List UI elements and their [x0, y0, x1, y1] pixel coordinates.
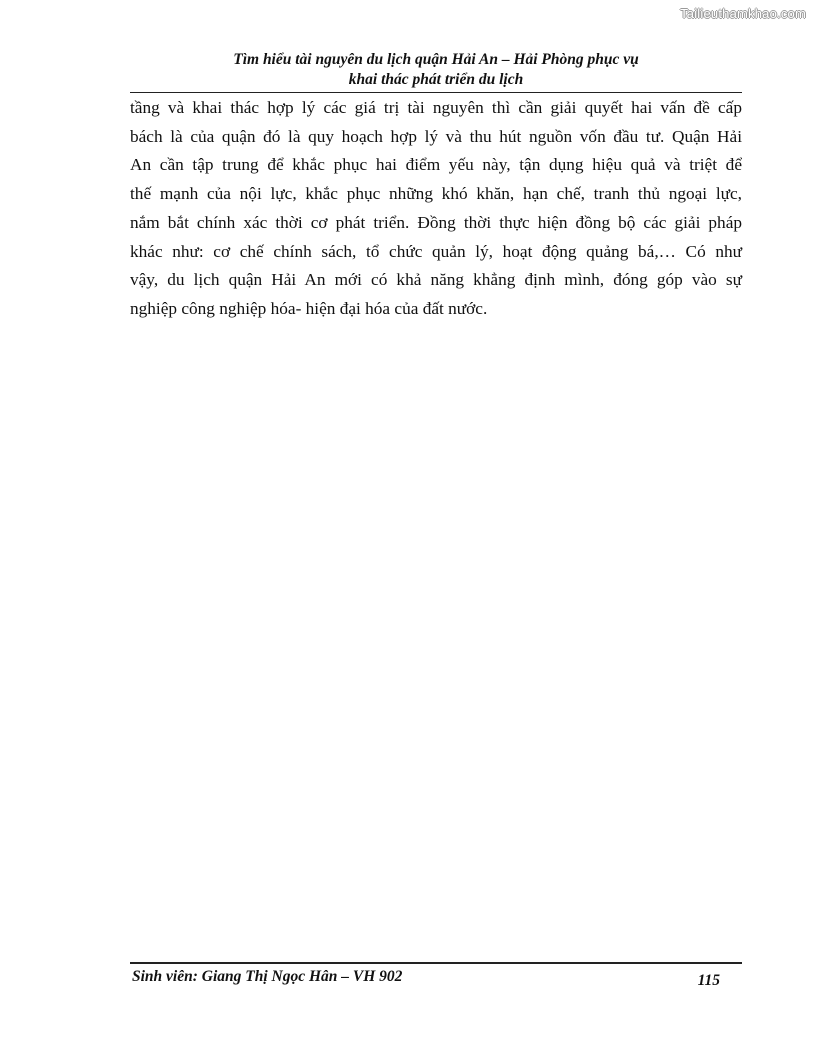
header-title-line-2: khai thác phát triển du lịch [348, 71, 524, 88]
body-line: bách là của quận đó là quy hoạch hợp lý và thu hút nguồn vốn đầu tư. Quận Hải [130, 126, 742, 146]
body-paragraph [130, 94, 742, 324]
header-title-line-1: Tìm hiểu tài nguyên du lịch quận Hải An – Hải Phòng phục vụ [233, 51, 639, 68]
body-line: tầng và khai thác hợp lý các giá trị tài nguyên thì cần giải quyết hai vấn đề cấp [130, 98, 742, 117]
footer-divider [130, 962, 742, 964]
body-line: nắm bắt chính xác thời cơ phát triển. Đồng thời thực hiện đồng bộ các giải pháp [130, 212, 742, 232]
body-line: vậy, du lịch quận Hải An mới có khả năng khẳng định mình, đóng góp vào sự [130, 270, 742, 290]
body-line: An cần tập trung để khắc phục hai điểm yếu này, tận dụng hiệu quả và triệt để [130, 155, 742, 175]
running-header [130, 50, 742, 90]
page-number: 115 [697, 972, 720, 989]
header-divider [130, 92, 742, 93]
body-line: nghiệp công nghiệp hóa- hiện đại hóa của đất nước. [130, 298, 488, 318]
body-line: thế mạnh của nội lực, khắc phục những khó khăn, hạn chế, tranh thủ ngoại lực, [130, 184, 742, 204]
body-line: khác như: cơ chế chính sách, tổ chức quản lý, hoạt động quảng bá,… Có như [130, 241, 742, 261]
footer-student-name: Sinh viên: Giang Thị Ngọc Hân – VH 902 [132, 968, 403, 985]
watermark-text: Tailieuthamkhao.com [680, 6, 806, 21]
